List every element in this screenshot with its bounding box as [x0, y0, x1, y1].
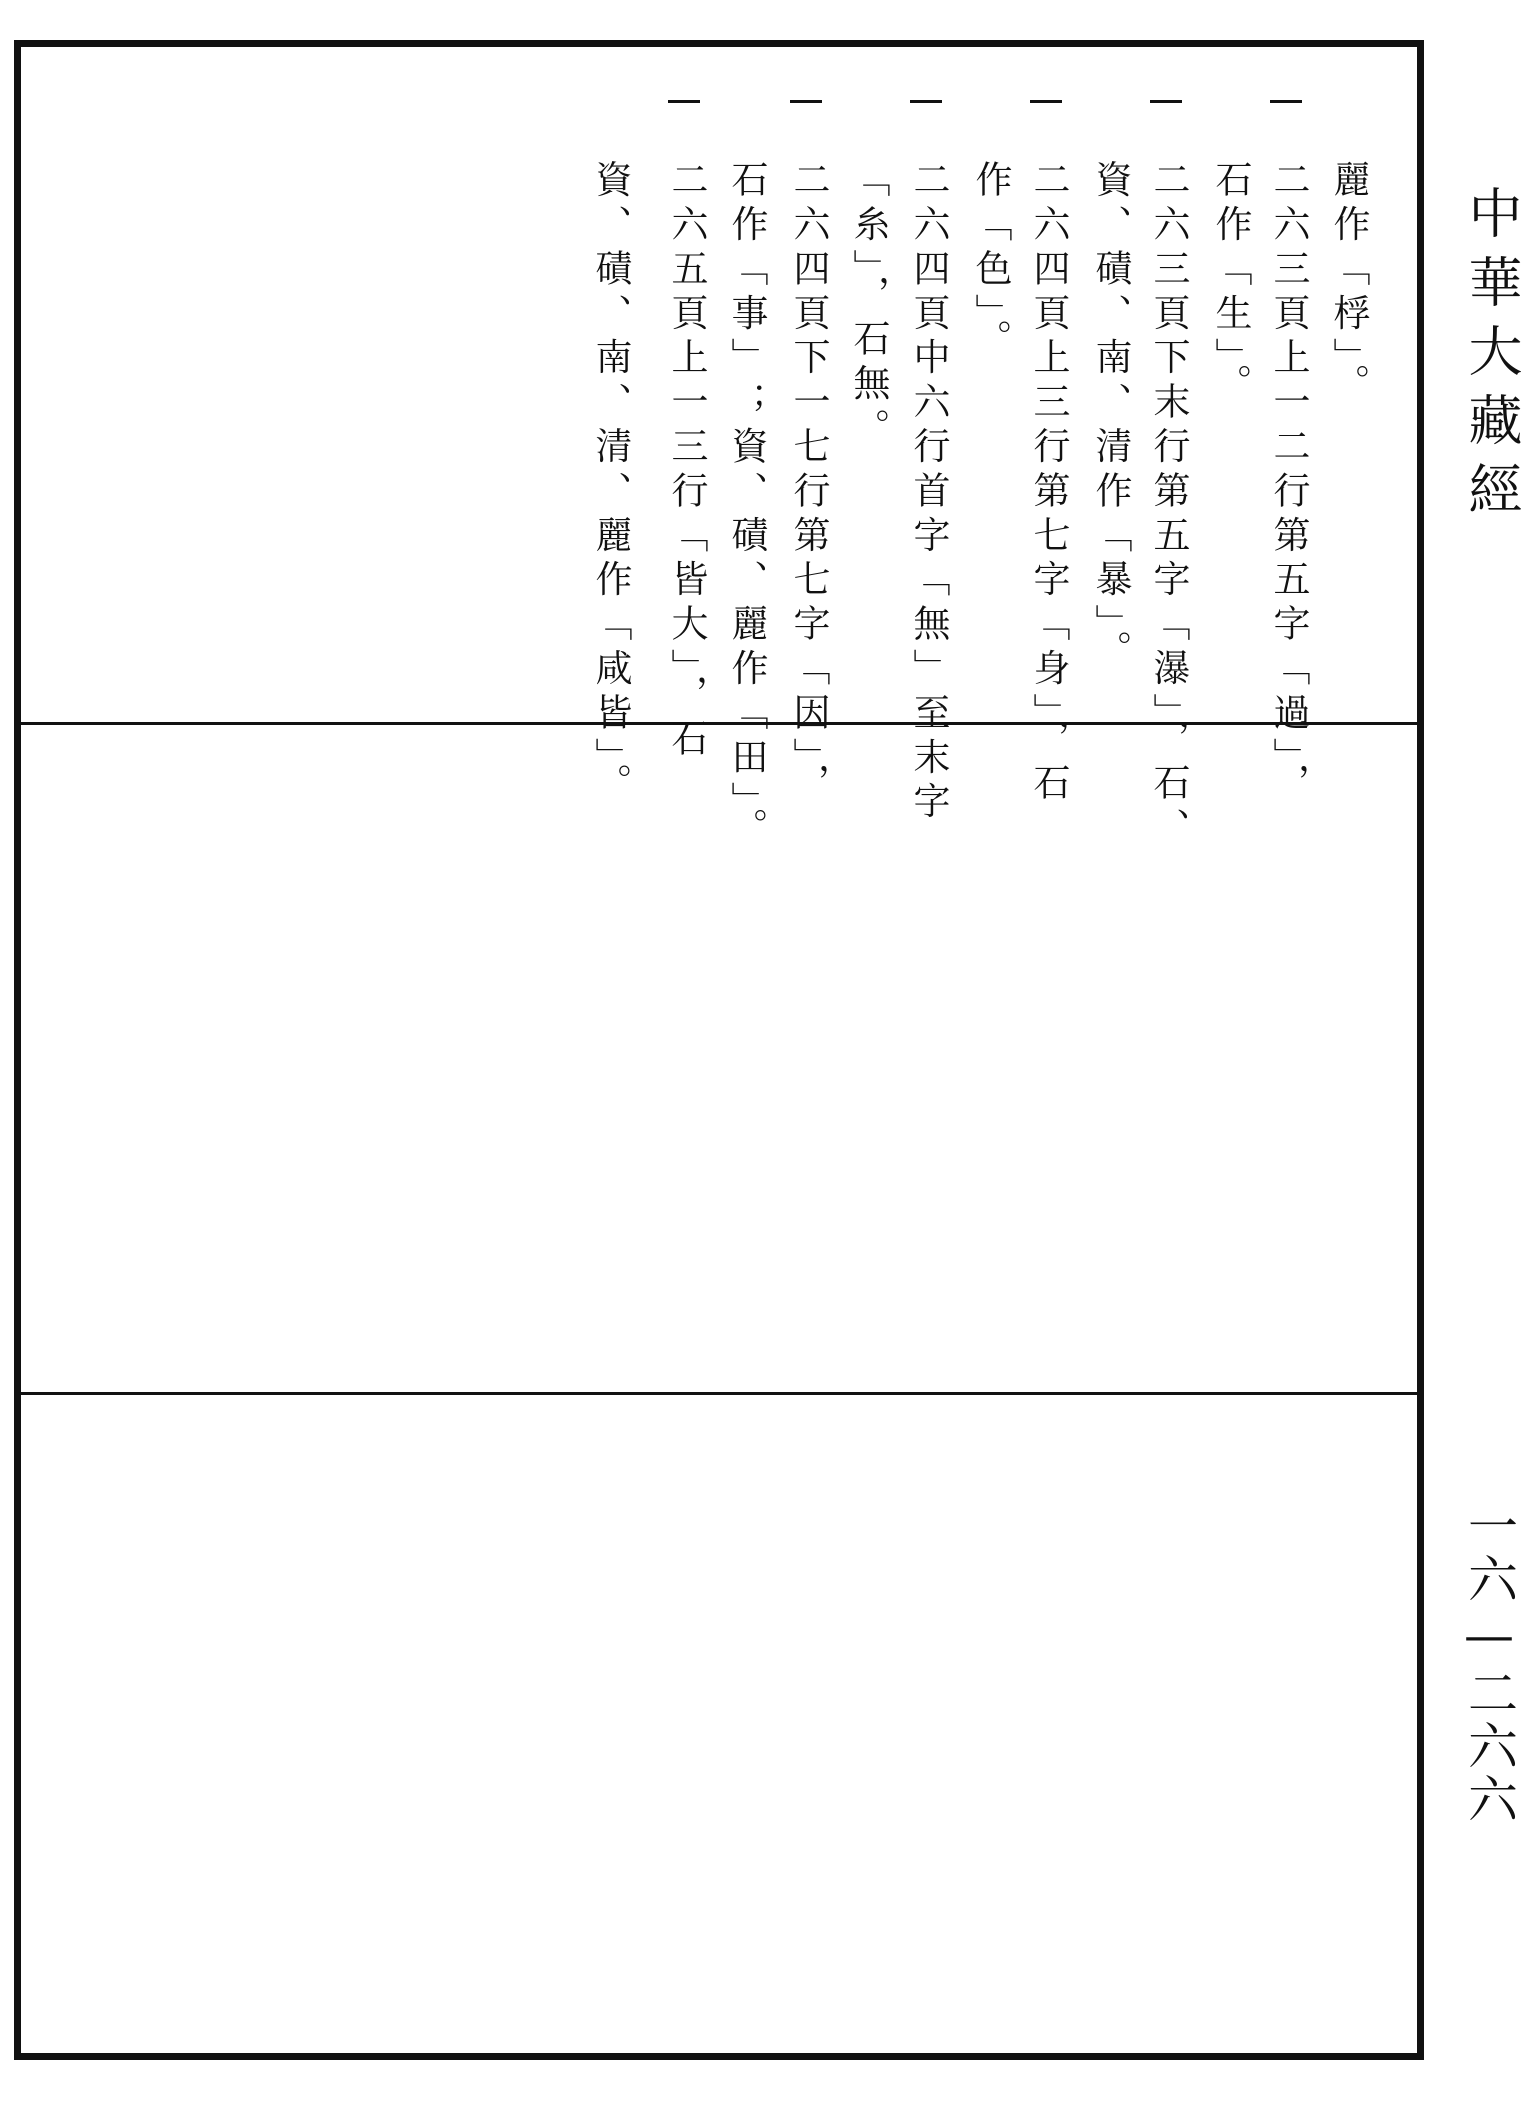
- entry-marker: [1030, 100, 1062, 103]
- entry-marker: [668, 100, 700, 103]
- entry-marker: [1150, 100, 1182, 103]
- note-line: 二六三頁下末行第五字「瀑」，石、: [1147, 160, 1190, 852]
- note-line: 石作「生」。: [1209, 160, 1252, 408]
- note-line: 麗作「桴」。: [1327, 160, 1370, 408]
- note-line: 石作「事」；資、磧、麗作「田」。: [725, 160, 768, 852]
- note-line: 二六三頁上一二行第五字「過」，: [1267, 160, 1310, 808]
- note-line: 「糸」，石無。: [847, 160, 890, 453]
- entry-marker: [790, 100, 822, 103]
- note-line: 資、磧、南、清作「暴」。: [1089, 160, 1132, 675]
- entry-marker: [910, 100, 942, 103]
- note-line: 二六五頁上一三行「皆大」，石: [665, 160, 708, 764]
- note-line: 資、磧、南、清、麗作「咸皆」。: [589, 160, 632, 808]
- page-number: 一六—二六六: [1460, 1500, 1518, 1826]
- section-divider: [21, 1392, 1417, 1395]
- section-divider: [21, 722, 1417, 725]
- note-line: 二六四頁中六行首字「無」至末字: [907, 160, 950, 826]
- note-line: 二六四頁下一七行第七字「因」，: [787, 160, 830, 808]
- note-line: 作「色」。: [969, 160, 1012, 364]
- entry-marker: [1270, 100, 1302, 103]
- book-title: 中華大藏經: [1460, 185, 1523, 530]
- note-line: 二六四頁上三行第七字「身」，石: [1027, 160, 1070, 808]
